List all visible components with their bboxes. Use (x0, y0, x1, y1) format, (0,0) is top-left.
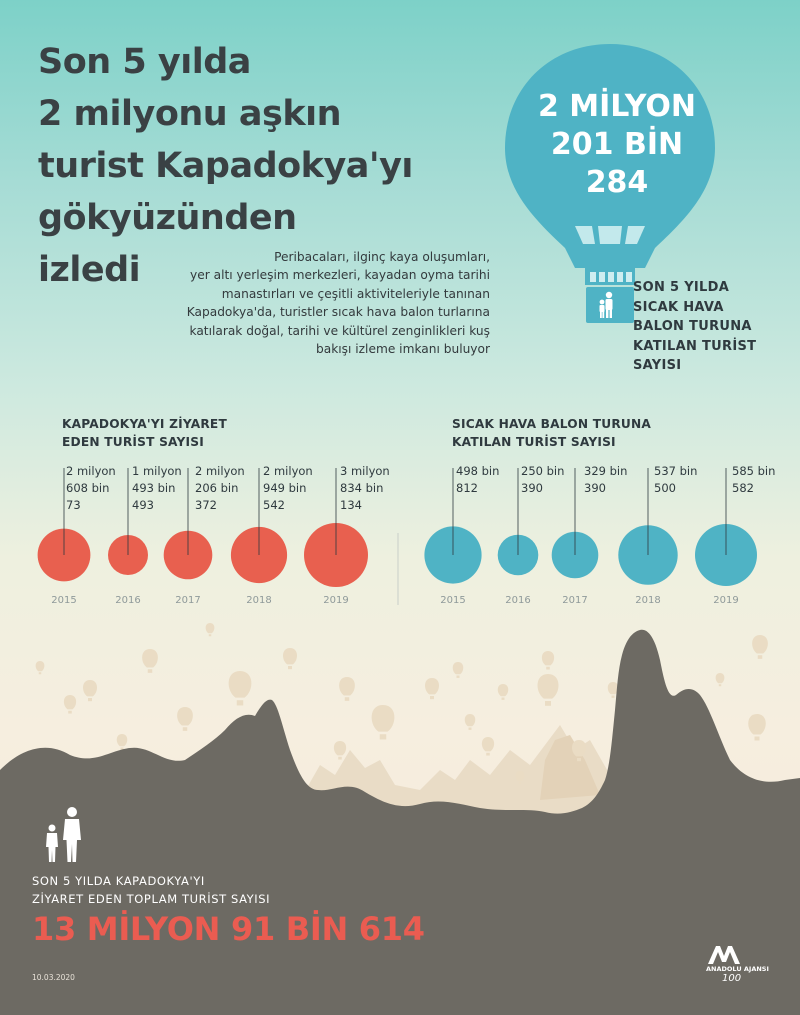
balloon-tourist-total (512, 88, 722, 202)
small-balloon-icon (339, 677, 355, 701)
bubble-value-label: 250 bin (521, 464, 565, 478)
year-tick-label: 2019 (713, 595, 739, 606)
year-tick-label: 2017 (175, 595, 201, 606)
anadolu-ajansi-logo-icon (705, 942, 741, 966)
logo-anniversary: 100 (722, 973, 742, 984)
small-balloon-icon (206, 623, 215, 636)
bubble-value-label: 134 (340, 498, 362, 512)
balloon-caption (633, 278, 756, 376)
total-caption-line: ZİYARET EDEN TOPLAM TURİST SAYISI (32, 892, 271, 906)
year-tick-label: 2018 (635, 595, 661, 606)
balloon-value-line: 284 (585, 165, 649, 200)
publish-date: 10.03.2020 (32, 973, 75, 982)
logo-name: ANADOLU AJANSI (706, 965, 769, 973)
small-balloon-icon (482, 737, 494, 756)
title-line: gökyüzünden (38, 198, 297, 238)
bubble-value-label: 498 bin (456, 464, 500, 478)
small-balloon-icon (64, 695, 76, 714)
visitors-chart-title (62, 415, 227, 451)
bubble-value-label: 1 milyon (132, 464, 182, 478)
bubble-value-label: 493 (132, 498, 154, 512)
intro-line: Kapadokya'da, turistler sıcak hava balon turlarına (186, 305, 490, 320)
balloon-caption-line: BALON TURUNA (633, 319, 752, 335)
balloon-value-line: 201 BİN (550, 127, 684, 162)
small-balloon-icon (752, 635, 768, 659)
small-balloon-icon (538, 674, 559, 706)
year-tick-label: 2015 (440, 595, 466, 606)
title-line: izledi (38, 250, 141, 290)
small-balloon-icon (142, 649, 158, 673)
bubble-value-label: 390 (521, 481, 543, 495)
balloon-caption-line: SON 5 YILDA (633, 280, 730, 295)
year-tick-label: 2016 (115, 595, 141, 606)
year-tick-label: 2019 (323, 595, 349, 606)
chart-title-line: EDEN TURİST SAYISI (62, 435, 204, 449)
small-balloon-icon (83, 680, 97, 701)
bubble-value-label: 3 milyon (340, 464, 390, 478)
total-caption-line: SON 5 YILDA KAPADOKYA'YI (32, 874, 205, 888)
bubble-value-label: 949 bin (263, 481, 307, 495)
rock-formations (0, 630, 800, 1015)
bubble-value-label: 73 (66, 498, 81, 512)
small-balloon-icon (177, 707, 193, 731)
bubble-value-label: 834 bin (340, 481, 384, 495)
balloon-caption-line: KATILAN TURİST (633, 338, 757, 354)
title-line: 2 milyonu aşkın (38, 94, 342, 134)
balloon-value-line: 2 MİLYON (537, 89, 697, 124)
bubble-value-label: 582 (732, 481, 754, 495)
bubble-value-label: 812 (456, 481, 478, 495)
bubble-value-label: 500 (654, 481, 676, 495)
small-balloon-icon (542, 651, 554, 670)
intro-line: katılarak doğal, tarihi ve kültürel zenginlikleri kuş (189, 323, 490, 338)
year-tick-label: 2015 (51, 595, 77, 606)
bubble-value-label: 2 milyon (66, 464, 116, 478)
bubble-value-label: 390 (584, 481, 606, 495)
bubble-value-label: 493 bin (132, 481, 176, 495)
cappadocia-landscape (0, 600, 800, 1015)
bubble-value-label: 206 bin (195, 481, 239, 495)
chart-title-line: SICAK HAVA BALON TURUNA (452, 417, 652, 431)
bubble-value-label: 585 bin (732, 464, 776, 478)
bubble-charts (0, 455, 800, 615)
intro-line: yer altı yerleşim merkezleri, kayadan oyma tarihi (190, 268, 490, 283)
small-balloon-icon (465, 714, 475, 730)
small-balloon-icon (425, 678, 439, 699)
bubble-value-label: 2 milyon (263, 464, 313, 478)
chart-title-line: KATILAN TURİST SAYISI (452, 435, 616, 449)
balloon-chart-title (452, 415, 651, 451)
intro-line: bakışı izleme imkanı buluyor (316, 342, 490, 357)
year-tick-label: 2018 (246, 595, 272, 606)
small-balloon-icon (36, 661, 45, 674)
family-icon (44, 806, 88, 864)
title-line: Son 5 yılda (38, 42, 251, 82)
small-balloon-icon (117, 734, 127, 750)
total-caption (32, 872, 270, 908)
bubble-value-label: 372 (195, 498, 217, 512)
balloon-caption-line: SICAK HAVA (633, 299, 724, 315)
small-balloon-icon (716, 673, 725, 686)
small-balloon-icon (334, 741, 346, 760)
small-balloon-icon (453, 662, 463, 678)
year-tick-label: 2017 (562, 595, 588, 606)
year-tick-label: 2016 (505, 595, 531, 606)
small-balloon-icon (283, 648, 297, 669)
intro-line: Peribacaları, ilginç kaya oluşumları, (274, 250, 490, 264)
title-line: turist Kapadokya'yı (38, 146, 413, 186)
intro-paragraph (170, 248, 490, 358)
small-balloon-icon (229, 671, 252, 705)
bubble-value-label: 537 bin (654, 464, 698, 478)
balloon-caption-line: SAYISI (633, 358, 682, 374)
bubble-value-label: 542 (263, 498, 285, 512)
bubble-value-label: 2 milyon (195, 464, 245, 478)
chart-title-line: KAPADOKYA'YI ZİYARET (62, 417, 227, 431)
intro-line: manastırları ve çeşitli aktiviteleriyle tanınan (221, 286, 490, 301)
small-balloon-icon (748, 714, 765, 741)
bubble-value-label: 608 bin (66, 481, 110, 495)
bubble-value-label: 329 bin (584, 464, 628, 478)
small-balloon-icon (498, 684, 508, 700)
small-balloon-icon (372, 705, 395, 739)
total-visitors-value: 13 MİLYON 91 BİN 614 (32, 910, 425, 948)
